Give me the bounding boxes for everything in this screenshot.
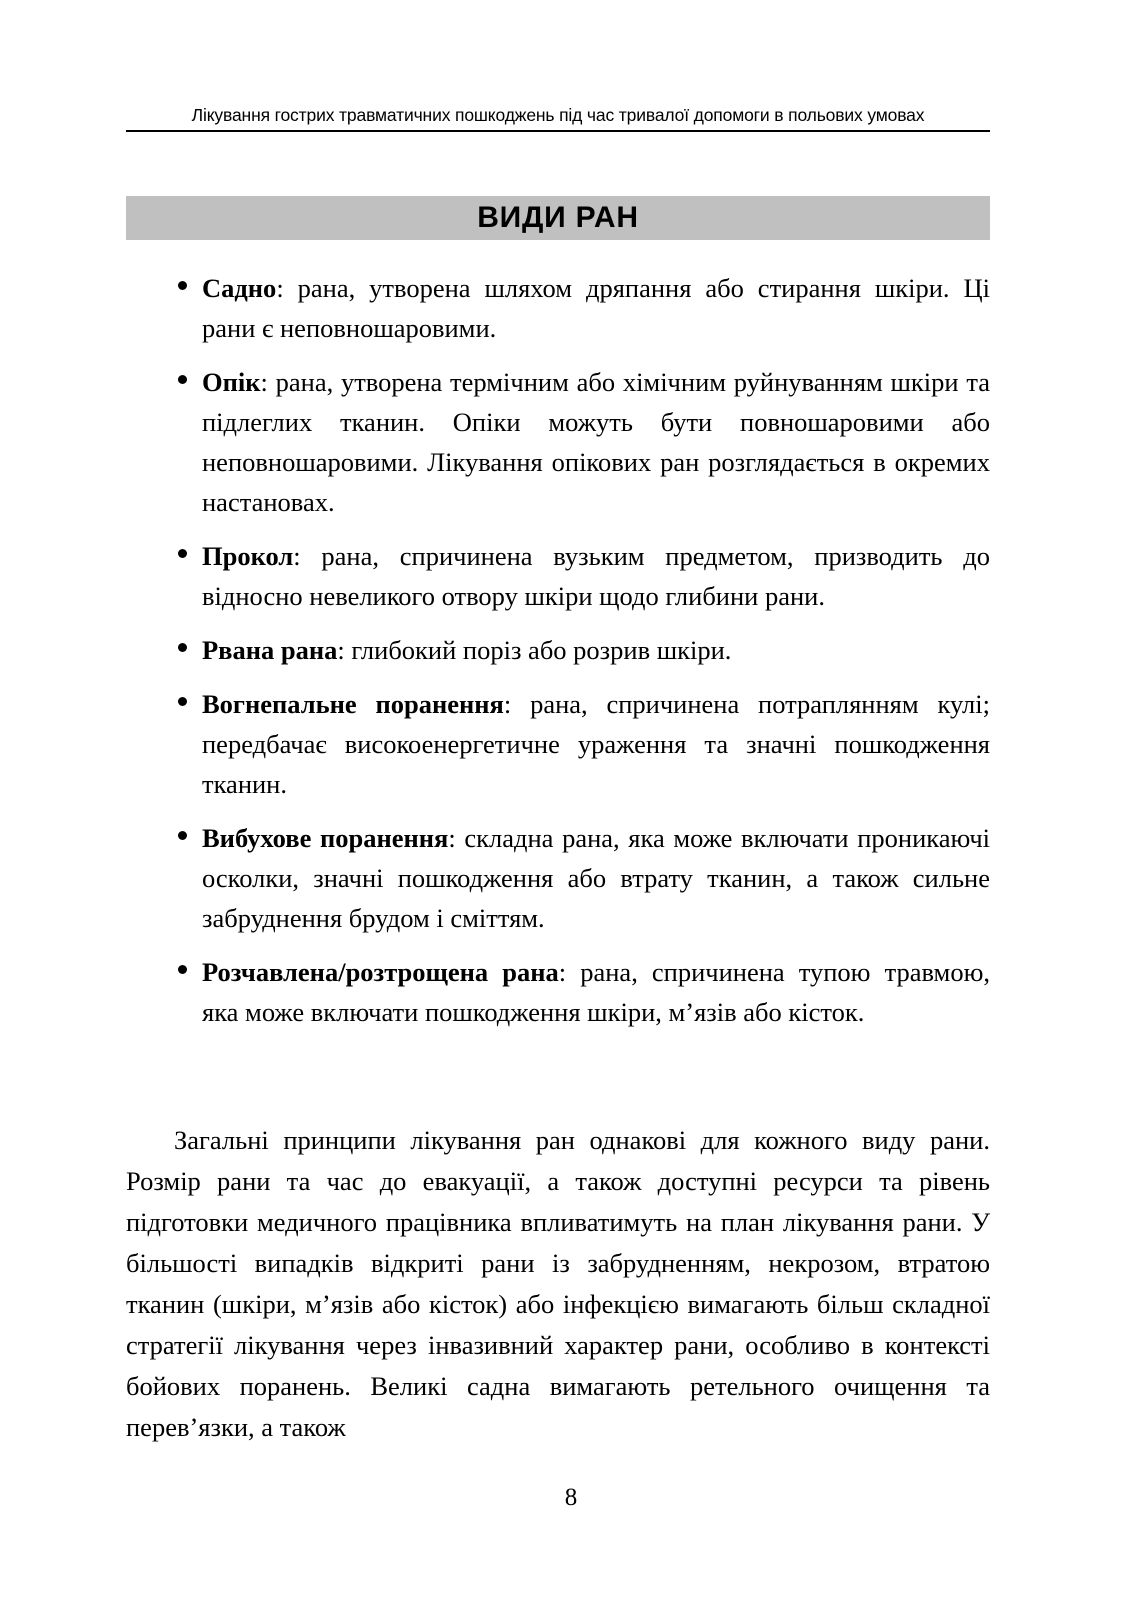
list-item-text bbox=[202, 268, 990, 348]
wound-type-description: : рана, спричинена потраплянням кулі; передбачає високоенергетичне ураження та значні пошкодження тканин. bbox=[202, 689, 990, 799]
list-item bbox=[126, 684, 990, 804]
list-item bbox=[126, 818, 990, 938]
wound-type-description: : рана, утворена шляхом дряпання або стирання шкіри. Ці рани є неповношаровими. bbox=[202, 273, 990, 343]
bullet-icon bbox=[178, 965, 187, 974]
wound-type-term: Прокол bbox=[202, 541, 294, 571]
list-item bbox=[126, 268, 990, 348]
wound-type-term: Вогнепальне поранення bbox=[202, 689, 504, 719]
closing-paragraph: Загальні принципи лікування ран однакові для кожного виду рани. Розмір рани та час до евакуації, а також доступні ресурси та рівень підготовки медичного працівника впливатимуть на план лікування рани. У більшості випадків відкриті рани із забрудненням, некрозом, втратою тканин (шкіри, м’язів або кісток) або інфекцією вимагають більш складної стратегії лікування через інвазивний характер рани, особливо в контексті бойових поранень. Великі садна вимагають ретельного очищення та перев’язки, а також bbox=[126, 1124, 990, 1442]
list-item bbox=[126, 362, 990, 522]
page-content bbox=[126, 268, 990, 1032]
list-item-text bbox=[202, 536, 990, 616]
list-item-text bbox=[202, 952, 990, 1032]
wound-type-description: : глибокий поріз або розрив шкіри. bbox=[337, 635, 732, 665]
section-title-banner bbox=[126, 196, 990, 240]
wound-type-term: Опік bbox=[202, 367, 261, 397]
list-item-text bbox=[202, 630, 990, 670]
running-header bbox=[126, 104, 990, 132]
wound-type-description: : складна рана, яка може включати проникаючі осколки, значні пошкодження або втрату тканин, а також сильне забруднення брудом і сміттям. bbox=[202, 823, 991, 933]
section-title: ВИДИ РАН bbox=[477, 201, 639, 234]
bullet-icon bbox=[178, 281, 187, 290]
wound-types-list bbox=[126, 268, 990, 1032]
wound-type-description: : рана, спричинена вузьким предметом, призводить до відносно невеликого отвору шкіри щодо глибини рани. bbox=[202, 541, 990, 611]
page-number: 8 bbox=[564, 1484, 578, 1511]
bullet-icon bbox=[178, 643, 187, 652]
list-item-text bbox=[202, 362, 990, 522]
list-item bbox=[126, 952, 990, 1032]
bullet-icon bbox=[178, 375, 187, 384]
wound-type-term: Садно bbox=[202, 273, 277, 303]
wound-type-term: Вибухове поранення bbox=[202, 823, 449, 853]
bullet-icon bbox=[178, 697, 187, 706]
bullet-icon bbox=[178, 549, 187, 558]
list-item-text bbox=[202, 818, 990, 938]
list-item-text bbox=[202, 684, 990, 804]
list-item bbox=[126, 630, 990, 670]
bullet-icon bbox=[178, 831, 187, 840]
wound-type-term: Розчавлена/розтрощена рана bbox=[202, 957, 559, 987]
running-header-title: Лікування гострих травматичних пошкоджень під час тривалої допомоги в польових умовах bbox=[191, 105, 925, 125]
wound-type-term: Рвана рана bbox=[202, 635, 338, 665]
wound-type-description: : рана, спричинена тупою травмою, яка може включати пошкодження шкіри, м’язів або кісток. bbox=[202, 957, 990, 1027]
header-divider-rule bbox=[126, 130, 990, 132]
wound-type-description: : рана, утворена термічним або хімічним руйнуванням шкіри та підлеглих тканин. Опіки можуть бути повношаровими або неповношаровими. Лікування опікових ран розглядається в окремих настановах. bbox=[202, 367, 990, 517]
list-item bbox=[126, 536, 990, 616]
